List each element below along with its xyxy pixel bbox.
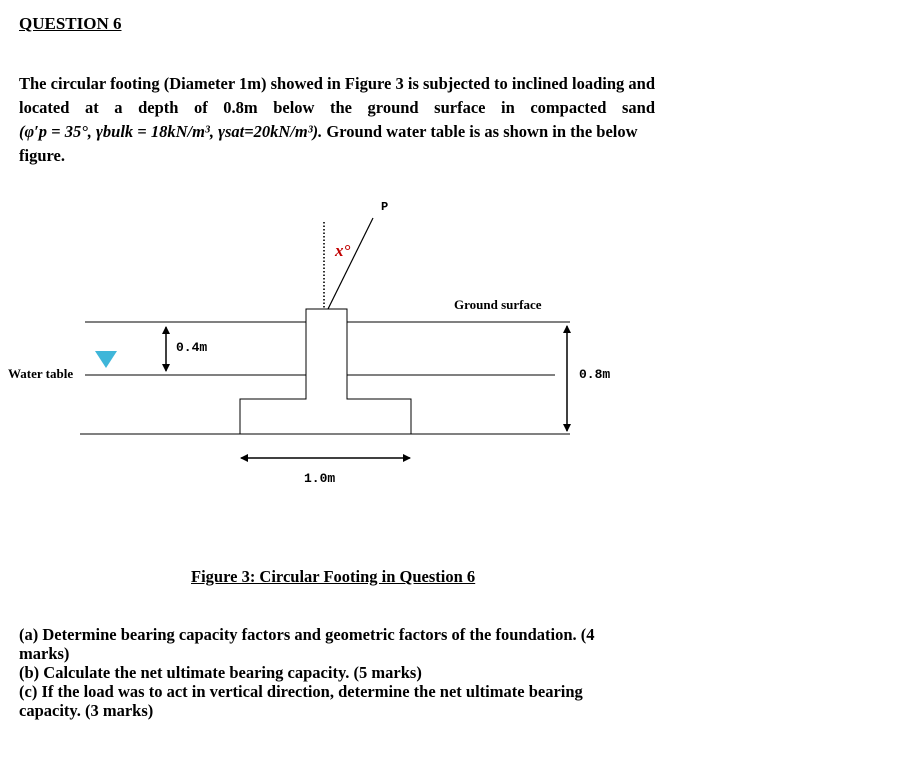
statement-line-1: The circular footing (Diameter 1m) showed in Figure 3 is subjected to inclined loading and	[19, 74, 655, 93]
gamma-sat-parameter: γsat=20kN/m³).	[218, 122, 323, 141]
footing-figure	[0, 190, 907, 500]
ground-surface-label: Ground surface	[454, 297, 542, 312]
gamma-bulk-parameter: γbulk = 18kN/m³,	[96, 122, 214, 141]
width-label: 1.0m	[304, 471, 336, 486]
question-parts	[19, 625, 619, 720]
load-label: P	[381, 200, 389, 214]
angle-label: x°	[335, 241, 351, 260]
inclined-load-line	[328, 218, 373, 309]
depth-08-label: 0.8m	[579, 367, 611, 382]
statement-line-2: located at a depth of 0.8m below the ground surface in compacted sand	[19, 98, 655, 117]
statement-line-4: figure.	[19, 146, 65, 165]
statement-line-3-rest: Ground water table is as shown in the below	[326, 122, 638, 141]
depth-04-label: 0.4m	[176, 340, 208, 355]
problem-statement	[19, 72, 655, 168]
water-table-label: Water table	[8, 366, 74, 381]
water-table-symbol	[95, 351, 117, 368]
footing-outline	[240, 309, 411, 434]
question-heading: QUESTION 6	[19, 14, 122, 33]
phi-parameter: (φ′p = 35°,	[19, 122, 92, 141]
figure-caption: Figure 3: Circular Footing in Question 6	[191, 567, 476, 586]
question-part-b: (b) Calculate the net ultimate bearing capacity. (5 marks)	[19, 663, 422, 682]
question-part-c: (c) If the load was to act in vertical direction, determine the net ultimate bearing capacity. (3 marks)	[19, 682, 583, 720]
statement-line-3	[19, 120, 655, 144]
question-part-a: (a) Determine bearing capacity factors and geometric factors of the foundation. (4 marks)	[19, 625, 595, 663]
